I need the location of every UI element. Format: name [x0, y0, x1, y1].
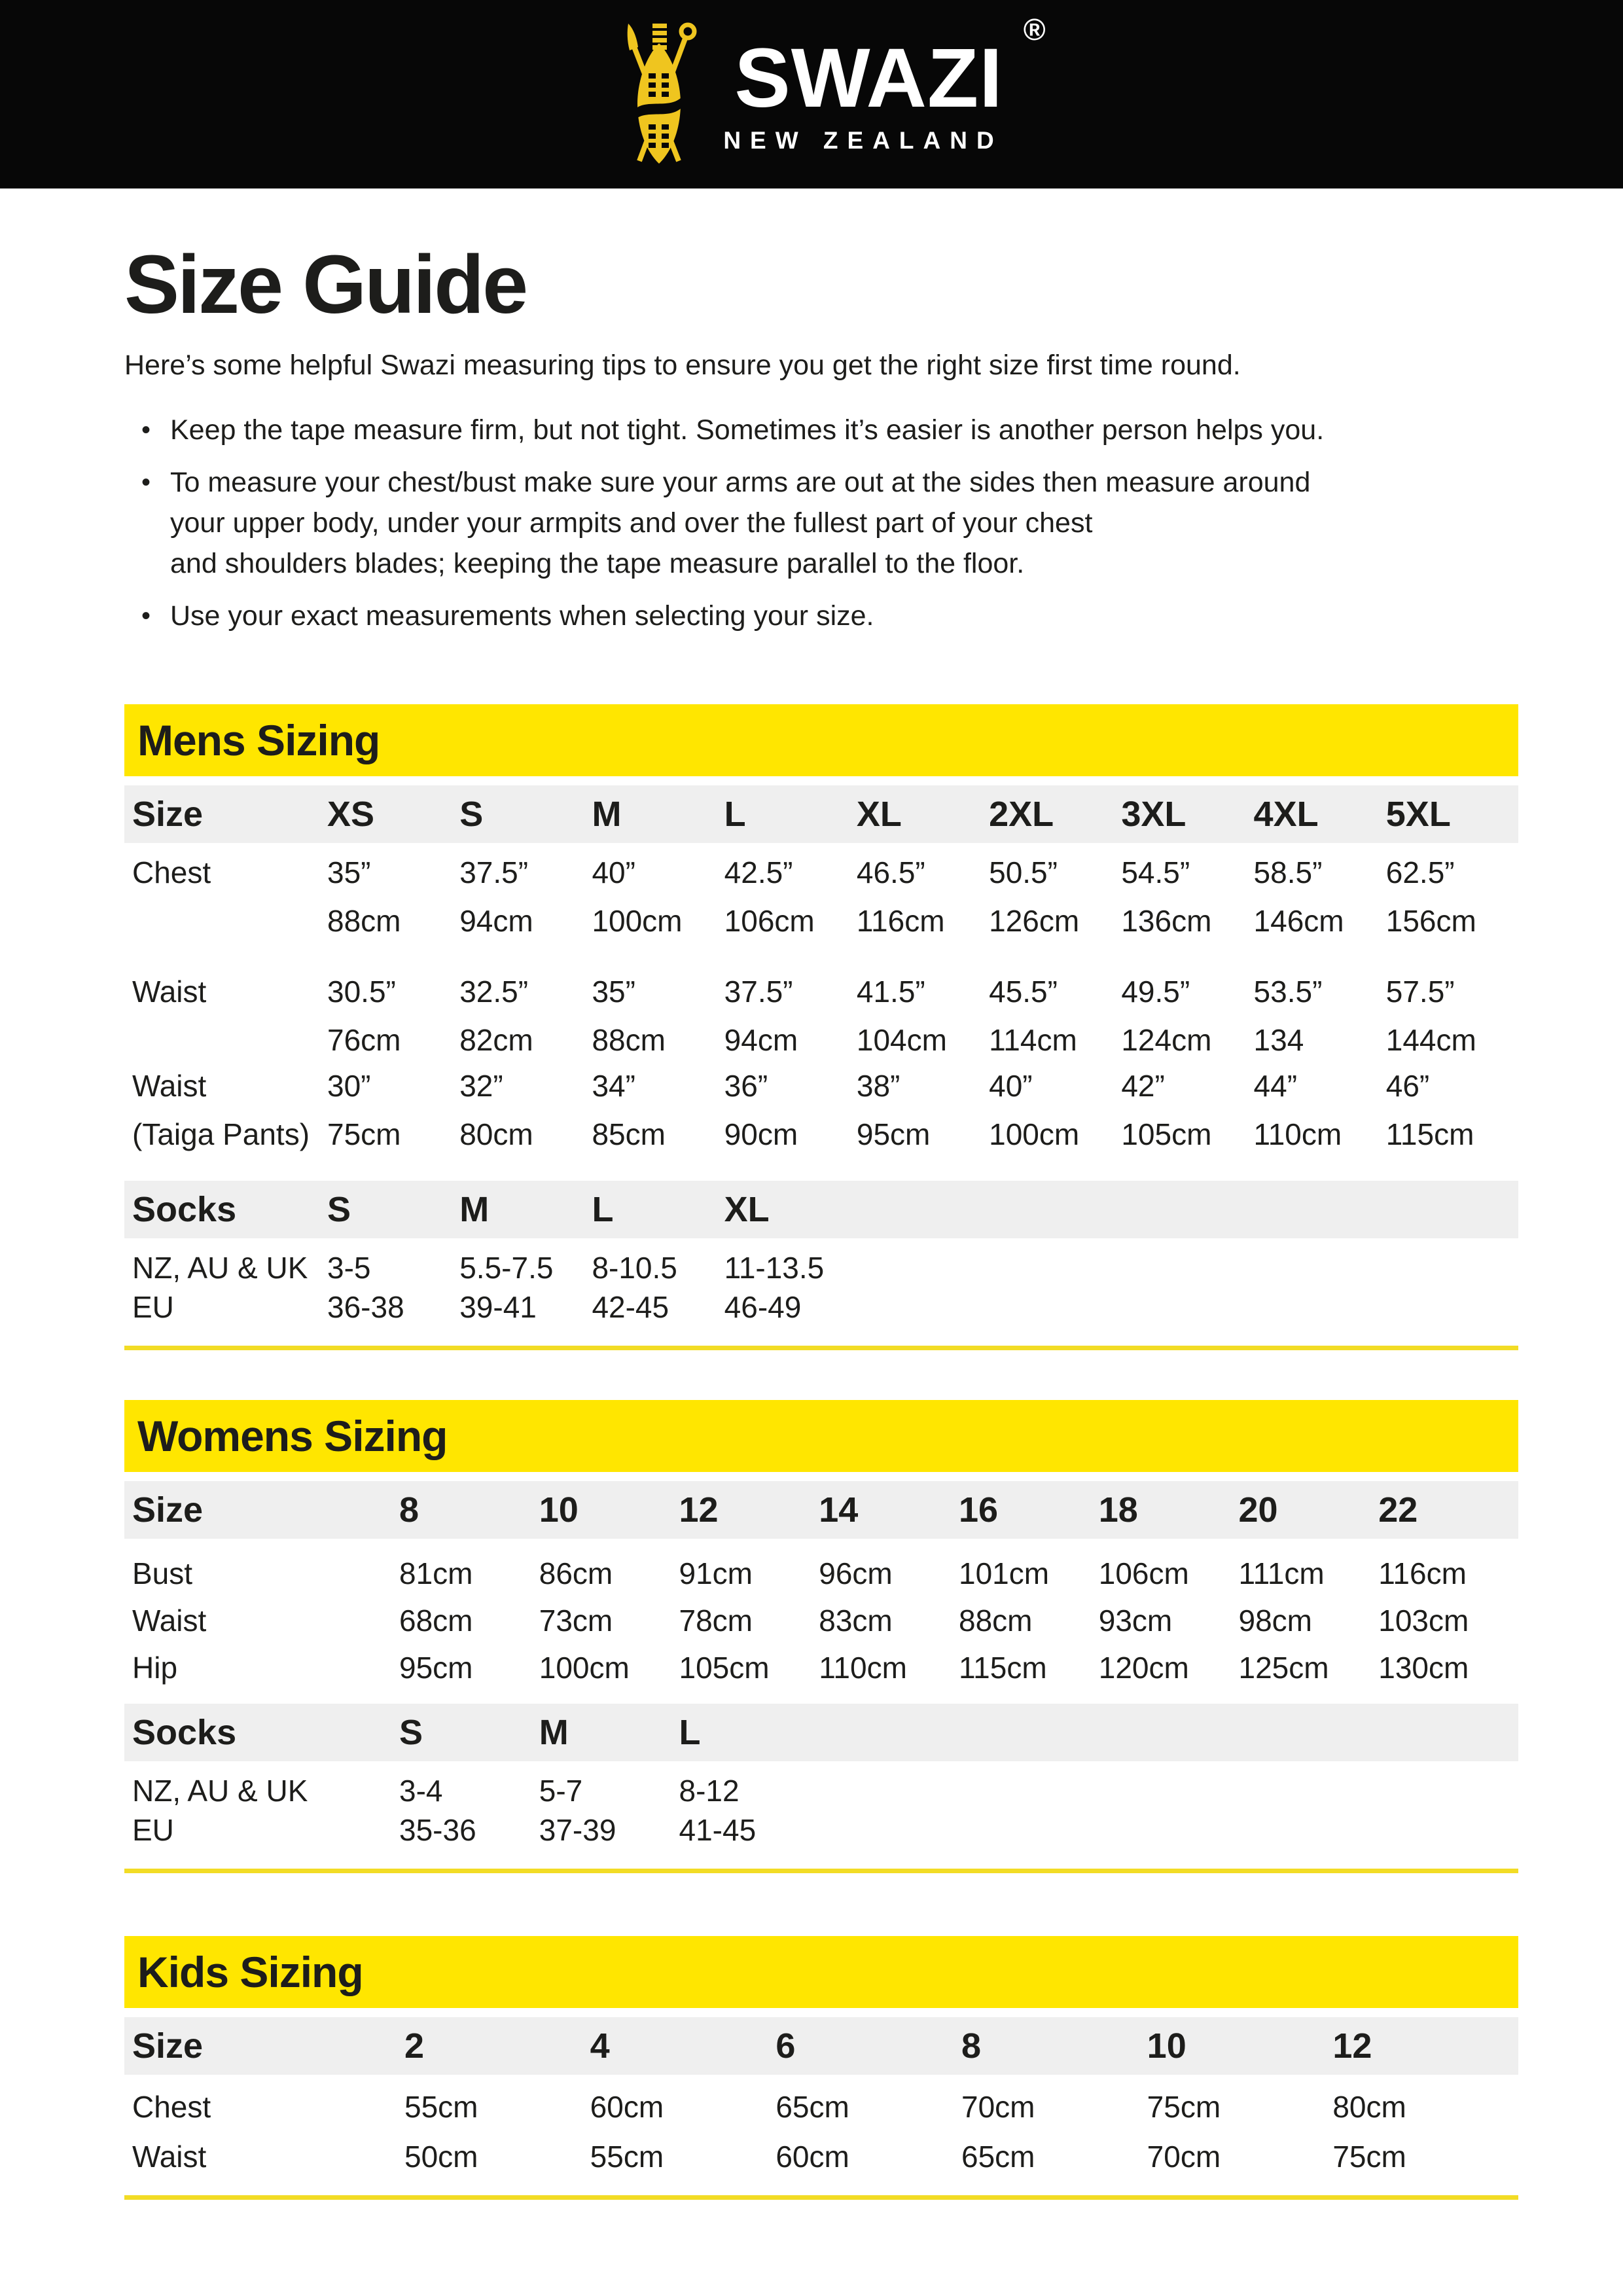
- womens-size-column-header: 14: [819, 1490, 859, 1530]
- mens-waist-value-line: 37.5”: [724, 974, 793, 1009]
- womens-size-column-header: 12: [679, 1490, 719, 1530]
- womens-hip-value: 130cm: [1378, 1650, 1469, 1685]
- womens-socks-column-header: M: [539, 1712, 569, 1752]
- row-label: Waist: [132, 2139, 207, 2174]
- mens-waist-value-line: 30.5”: [327, 974, 396, 1009]
- mens-chest-value: [592, 856, 724, 937]
- table-row-mens-socks-nz-au-uk: [124, 1251, 1518, 1284]
- kids-size-column-header: 10: [1147, 2026, 1186, 2066]
- mens-chest-value: [1121, 856, 1253, 937]
- mens-chest-value-line: 62.5”: [1385, 855, 1455, 889]
- womens-socks-column-header: L: [679, 1712, 701, 1752]
- womens-sizing-section-header: Womens Sizing: [124, 1400, 1518, 1472]
- mens-taiga-waist-value: [989, 1069, 1121, 1151]
- mens-waist-value: [989, 975, 1121, 1056]
- mens-chest-value: [1386, 856, 1518, 937]
- mens-socks-column-header: S: [327, 1189, 351, 1229]
- womens-socks-column-header: S: [399, 1712, 423, 1752]
- kids-chest-value: 75cm: [1147, 2089, 1221, 2124]
- mens-waist-value-line: 53.5”: [1253, 974, 1323, 1009]
- mens-chest-value-line: 46.5”: [856, 855, 925, 889]
- mens-waist-value: [327, 975, 459, 1056]
- womens-size-column-header: 20: [1238, 1490, 1278, 1530]
- kids-size-column-header: 2: [404, 2026, 425, 2066]
- table-row-womens-waist: [124, 1604, 1518, 1637]
- womens-bust-value: 96cm: [819, 1556, 893, 1590]
- row-label: Socks: [132, 1712, 237, 1752]
- mens-waist-value-line: 88cm: [592, 1022, 666, 1057]
- mens-chest-value-line: 88cm: [327, 903, 401, 938]
- row-label: Chest: [132, 2089, 211, 2124]
- row-label-line: Chest: [132, 855, 211, 889]
- womens-size-column-header: 18: [1098, 1490, 1138, 1530]
- mens-waist-value-line: 134: [1253, 1022, 1304, 1057]
- mens-size-column-header: XL: [856, 794, 902, 834]
- kids-waist-value: 65cm: [961, 2139, 1035, 2174]
- kids-waist-value: 55cm: [590, 2139, 664, 2174]
- womens-socks-header-row: [124, 1704, 1518, 1761]
- mens-chest-value-line: 156cm: [1385, 903, 1476, 938]
- womens-bust-value: 106cm: [1098, 1556, 1189, 1590]
- womens-size-header-row: [124, 1481, 1518, 1539]
- mens-taiga-waist-value-line: 95cm: [856, 1117, 931, 1151]
- mens-chest-value-line: 54.5”: [1121, 855, 1190, 889]
- registered-trademark-mark: ®: [1023, 12, 1046, 46]
- row-label: [124, 1069, 327, 1151]
- womens-socks-value: 3-4: [399, 1773, 443, 1808]
- table-row-kids-chest: [124, 2090, 1518, 2123]
- brand-wordmark: [734, 12, 1046, 125]
- yellow-divider: [124, 2195, 1518, 2200]
- mens-size-column-header: 2XL: [989, 794, 1054, 834]
- mens-waist-value-line: 76cm: [327, 1022, 401, 1057]
- mens-taiga-waist-value-line: 30”: [327, 1068, 371, 1103]
- womens-bust-value: 91cm: [679, 1556, 753, 1590]
- page-title: Size Guide: [124, 238, 527, 331]
- table-row-womens-socks-eu: [124, 1814, 1518, 1846]
- mens-waist-value: [724, 975, 857, 1056]
- mens-socks-value: 11-13.5: [724, 1250, 825, 1285]
- row-label: Size: [132, 1490, 204, 1530]
- mens-socks-value: 8-10.5: [592, 1250, 677, 1285]
- womens-socks-value: 41-45: [679, 1812, 757, 1847]
- mens-socks-column-header: L: [592, 1189, 614, 1229]
- row-label: Size: [132, 794, 204, 834]
- kids-waist-value: 75cm: [1332, 2139, 1406, 2174]
- yellow-divider: [124, 1346, 1518, 1350]
- bullet-icon: •: [141, 415, 151, 444]
- mens-chest-value-line: 146cm: [1253, 903, 1344, 938]
- womens-bust-value: 101cm: [959, 1556, 1050, 1590]
- row-label: EU: [132, 1289, 174, 1324]
- womens-hip-value: 125cm: [1238, 1650, 1329, 1685]
- mens-socks-value: 3-5: [327, 1250, 371, 1285]
- row-label: Hip: [132, 1650, 178, 1685]
- table-row-mens-chest: [124, 856, 1518, 937]
- womens-hip-value: 100cm: [539, 1650, 630, 1685]
- page-content: [0, 238, 1623, 2200]
- mens-size-column-header: XS: [327, 794, 375, 834]
- tip-line: Keep the tape measure firm, but not tight. Sometimes it’s easier is another person helps you.: [170, 414, 1325, 446]
- mens-socks-header-row: [124, 1181, 1518, 1238]
- mens-size-column-header: 3XL: [1121, 794, 1186, 834]
- swazi-shield-spears-icon: [620, 22, 698, 166]
- row-label: Size: [132, 2026, 204, 2066]
- mens-taiga-waist-value-line: 42”: [1121, 1068, 1165, 1103]
- kids-sizing-section-header: Kids Sizing: [124, 1936, 1518, 2008]
- yellow-divider: [124, 1869, 1518, 1873]
- womens-size-column-header: 22: [1378, 1490, 1418, 1530]
- womens-size-column-header: 8: [399, 1490, 419, 1530]
- mens-size-column-header: M: [592, 794, 622, 834]
- table-row-womens-socks-nz-au-uk: [124, 1774, 1518, 1807]
- brand-name: SWAZI: [734, 31, 1003, 125]
- mens-waist-value-line: 94cm: [724, 1022, 798, 1057]
- row-label: [124, 975, 327, 1008]
- mens-taiga-waist-value: [1121, 1069, 1253, 1151]
- bullet-icon: •: [141, 601, 151, 630]
- womens-socks-value: 37-39: [539, 1812, 616, 1847]
- tip-line: and shoulders blades; keeping the tape measure parallel to the floor.: [170, 547, 1025, 579]
- mens-waist-value: [1386, 975, 1518, 1056]
- mens-taiga-waist-value-line: 32”: [459, 1068, 503, 1103]
- mens-chest-value-line: 58.5”: [1253, 855, 1323, 889]
- mens-socks-column-header: XL: [724, 1189, 770, 1229]
- mens-waist-value-line: 32.5”: [459, 974, 529, 1009]
- mens-chest-value-line: 100cm: [592, 903, 683, 938]
- kids-chest-value: 55cm: [404, 2089, 478, 2124]
- mens-chest-value-line: 136cm: [1121, 903, 1212, 938]
- mens-chest-value-line: 50.5”: [989, 855, 1058, 889]
- womens-waist-value: 93cm: [1098, 1603, 1173, 1638]
- table-row-mens-waist-taiga-pants: [124, 1069, 1518, 1151]
- womens-waist-value: 98cm: [1238, 1603, 1312, 1638]
- brand-header: [0, 0, 1623, 188]
- womens-waist-value: 103cm: [1378, 1603, 1469, 1638]
- mens-chest-value-line: 126cm: [989, 903, 1080, 938]
- kids-size-column-header: 12: [1332, 2026, 1372, 2066]
- kids-size-column-header: 4: [590, 2026, 610, 2066]
- row-label: NZ, AU & UK: [132, 1773, 308, 1808]
- mens-size-column-header: 5XL: [1385, 794, 1451, 834]
- womens-bust-value: 111cm: [1238, 1556, 1325, 1590]
- mens-chest-value-line: 94cm: [459, 903, 533, 938]
- mens-chest-value: [459, 856, 592, 937]
- intro-text: Here’s some helpful Swazi measuring tips to ensure you get the right size first time round.: [124, 350, 1241, 381]
- mens-sizing-section-header: Mens Sizing: [124, 704, 1518, 776]
- mens-size-column-header: S: [459, 794, 484, 834]
- mens-taiga-waist-value-line: 75cm: [327, 1117, 401, 1151]
- womens-hip-value: 115cm: [959, 1650, 1047, 1685]
- table-row-womens-bust: [124, 1557, 1518, 1590]
- mens-chest-value-line: 42.5”: [724, 855, 793, 889]
- mens-taiga-waist-value-line: 46”: [1385, 1068, 1430, 1103]
- mens-taiga-waist-value: [1386, 1069, 1518, 1151]
- table-row-mens-waist: [124, 975, 1518, 1056]
- mens-socks-column-header: M: [459, 1189, 490, 1229]
- mens-taiga-waist-value-line: 110cm: [1253, 1117, 1342, 1151]
- womens-socks-value: 8-12: [679, 1773, 740, 1808]
- row-label: Socks: [132, 1189, 237, 1229]
- mens-socks-value: 5.5-7.5: [459, 1250, 554, 1285]
- mens-chest-value: [989, 856, 1121, 937]
- kids-waist-value: 70cm: [1147, 2139, 1221, 2174]
- mens-waist-value: [857, 975, 989, 1056]
- row-label: Waist: [132, 1603, 207, 1638]
- womens-socks-value: 5-7: [539, 1773, 583, 1808]
- kids-size-column-header: 6: [776, 2026, 796, 2066]
- mens-size-column-header: L: [724, 794, 746, 834]
- mens-taiga-waist-value: [1254, 1069, 1386, 1151]
- mens-waist-value-line: 57.5”: [1385, 974, 1455, 1009]
- womens-waist-value: 88cm: [959, 1603, 1033, 1638]
- womens-socks-value: 35-36: [399, 1812, 476, 1847]
- kids-chest-value: 60cm: [590, 2089, 664, 2124]
- mens-chest-value: [327, 856, 459, 937]
- mens-taiga-waist-value: [857, 1069, 989, 1151]
- row-label-line: Waist: [132, 974, 207, 1009]
- womens-waist-value: 73cm: [539, 1603, 613, 1638]
- mens-waist-value-line: 45.5”: [989, 974, 1058, 1009]
- womens-size-column-header: 10: [539, 1490, 579, 1530]
- kids-chest-value: 65cm: [776, 2089, 849, 2124]
- womens-hip-value: 95cm: [399, 1650, 473, 1685]
- kids-waist-value: 60cm: [776, 2139, 849, 2174]
- mens-taiga-waist-value: [459, 1069, 592, 1151]
- kids-waist-value: 50cm: [404, 2139, 478, 2174]
- row-label: EU: [132, 1812, 174, 1847]
- womens-bust-value: 86cm: [539, 1556, 613, 1590]
- mens-waist-value-line: 41.5”: [856, 974, 925, 1009]
- mens-socks-value: 46-49: [724, 1289, 802, 1324]
- mens-chest-value: [857, 856, 989, 937]
- mens-size-header-row: [124, 785, 1518, 843]
- list-item: [124, 596, 1518, 636]
- mens-taiga-waist-value-line: 40”: [989, 1068, 1033, 1103]
- womens-waist-value: 68cm: [399, 1603, 473, 1638]
- brand-logo-text: [723, 12, 1046, 154]
- mens-taiga-waist-value-line: 115cm: [1385, 1117, 1474, 1151]
- womens-hip-value: 105cm: [679, 1650, 770, 1685]
- mens-taiga-waist-value-line: 44”: [1253, 1068, 1298, 1103]
- kids-chest-value: 80cm: [1332, 2089, 1406, 2124]
- tip-text: [170, 462, 1518, 584]
- table-row-womens-hip: [124, 1651, 1518, 1684]
- tip-line: your upper body, under your armpits and over the fullest part of your chest: [170, 507, 1093, 539]
- list-item: [124, 410, 1518, 450]
- mens-waist-value: [1254, 975, 1386, 1056]
- mens-taiga-waist-value-line: 34”: [592, 1068, 635, 1103]
- mens-waist-value: [1121, 975, 1253, 1056]
- mens-chest-value-line: 37.5”: [459, 855, 529, 889]
- brand-tagline: NEW ZEALAND: [723, 126, 1003, 154]
- mens-taiga-waist-value-line: 90cm: [724, 1117, 798, 1151]
- mens-chest-value-line: 106cm: [724, 903, 815, 938]
- mens-waist-value-line: 49.5”: [1121, 974, 1190, 1009]
- mens-socks-value: 42-45: [592, 1289, 669, 1324]
- tip-text: [170, 410, 1518, 450]
- mens-taiga-waist-value: [327, 1069, 459, 1151]
- mens-taiga-waist-value-line: 100cm: [989, 1117, 1080, 1151]
- mens-waist-value-line: 104cm: [856, 1022, 947, 1057]
- row-label: [124, 856, 327, 889]
- tip-text: [170, 596, 1518, 636]
- measuring-tips-list: [124, 410, 1518, 636]
- mens-taiga-waist-value: [592, 1069, 724, 1151]
- womens-size-column-header: 16: [959, 1490, 999, 1530]
- mens-taiga-waist-value-line: 36”: [724, 1068, 768, 1103]
- womens-hip-value: 120cm: [1098, 1650, 1189, 1685]
- row-label: NZ, AU & UK: [132, 1250, 308, 1285]
- mens-chest-value-line: 40”: [592, 855, 635, 889]
- tip-line: Use your exact measurements when selecting your size.: [170, 600, 874, 632]
- bullet-icon: •: [141, 467, 151, 497]
- womens-bust-value: 81cm: [399, 1556, 473, 1590]
- mens-socks-value: 39-41: [459, 1289, 537, 1324]
- row-label: Bust: [132, 1556, 193, 1590]
- mens-chest-value: [724, 856, 857, 937]
- mens-waist-value-line: 124cm: [1121, 1022, 1212, 1057]
- mens-socks-value: 36-38: [327, 1289, 404, 1324]
- row-label-line: Waist: [132, 1068, 207, 1103]
- mens-waist-value: [459, 975, 592, 1056]
- mens-taiga-waist-value-line: 80cm: [459, 1117, 533, 1151]
- kids-size-header-row: [124, 2017, 1518, 2075]
- mens-waist-value: [592, 975, 724, 1056]
- mens-taiga-waist-value-line: 38”: [856, 1068, 901, 1103]
- mens-taiga-waist-value-line: 105cm: [1121, 1117, 1212, 1151]
- tip-line: To measure your chest/bust make sure your arms are out at the sides then measure around: [170, 466, 1311, 498]
- mens-chest-value: [1254, 856, 1386, 937]
- mens-waist-value-line: 114cm: [989, 1022, 1077, 1057]
- womens-waist-value: 83cm: [819, 1603, 893, 1638]
- mens-size-column-header: 4XL: [1253, 794, 1319, 834]
- list-item: [124, 462, 1518, 584]
- table-row-kids-waist: [124, 2140, 1518, 2173]
- mens-taiga-waist-value: [724, 1069, 857, 1151]
- table-row-mens-socks-eu: [124, 1291, 1518, 1323]
- womens-bust-value: 116cm: [1378, 1556, 1467, 1590]
- mens-taiga-waist-value-line: 85cm: [592, 1117, 666, 1151]
- kids-chest-value: 70cm: [961, 2089, 1035, 2124]
- mens-waist-value-line: 144cm: [1385, 1022, 1476, 1057]
- mens-chest-value-line: 116cm: [856, 903, 945, 938]
- row-label-line: (Taiga Pants): [132, 1117, 310, 1151]
- mens-waist-value-line: 82cm: [459, 1022, 533, 1057]
- mens-chest-value-line: 35”: [327, 855, 371, 889]
- kids-size-column-header: 8: [961, 2026, 982, 2066]
- womens-hip-value: 110cm: [819, 1650, 907, 1685]
- womens-waist-value: 78cm: [679, 1603, 753, 1638]
- mens-waist-value-line: 35”: [592, 974, 635, 1009]
